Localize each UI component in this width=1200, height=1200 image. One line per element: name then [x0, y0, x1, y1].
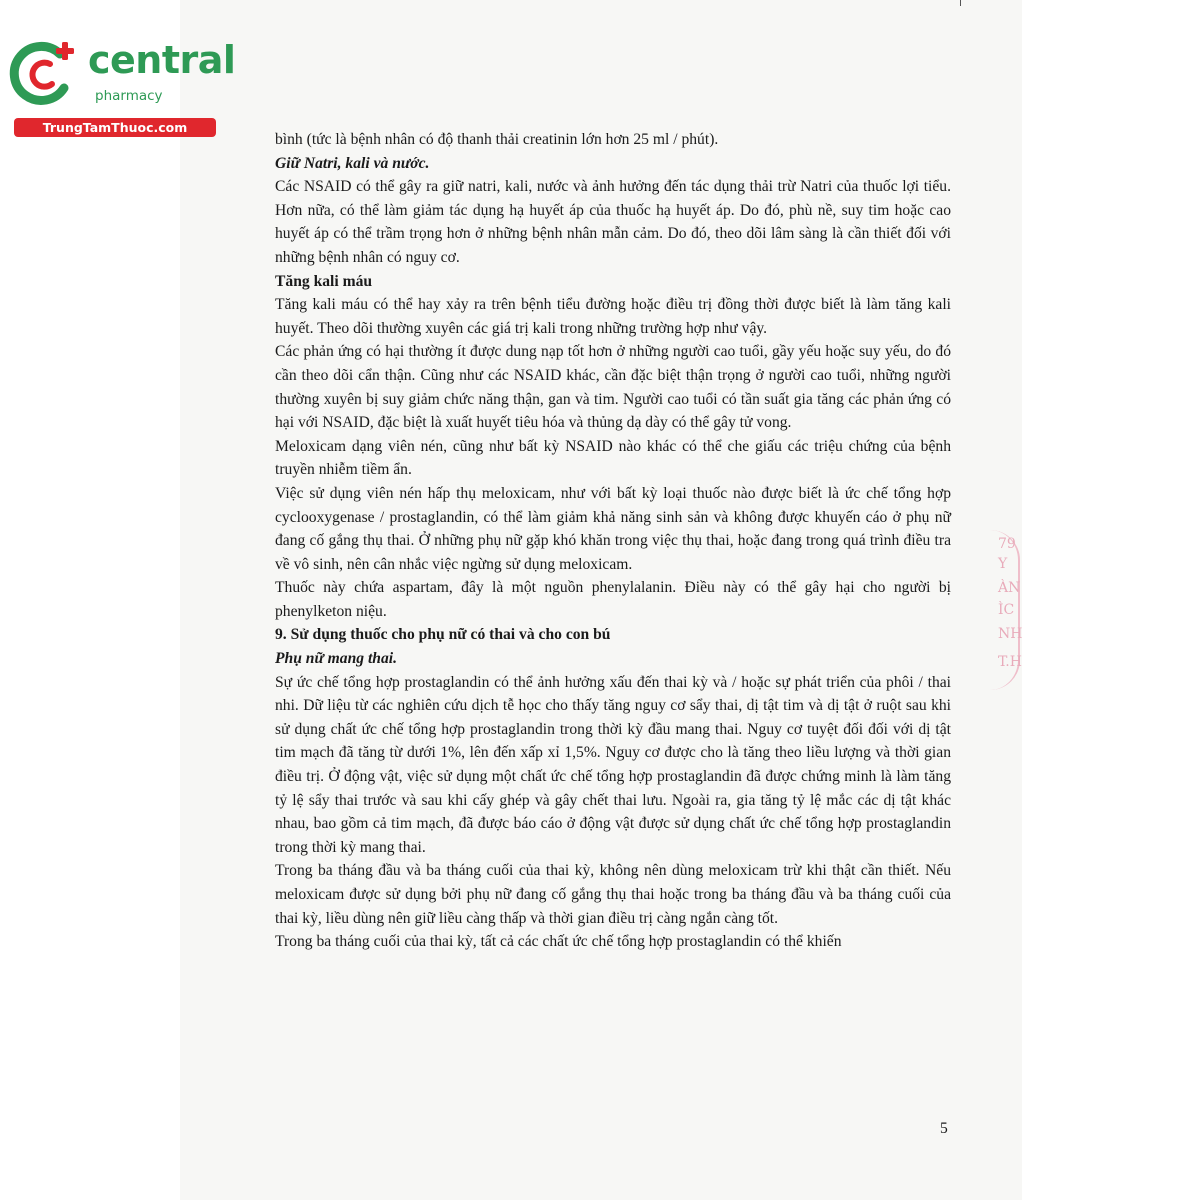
- scan-mark: [960, 0, 961, 6]
- paragraph: Các phản ứng có hại thường ít được dung nạp tốt hơn ở những người cao tuổi, gầy yếu hoặc suy yếu, do đó cần theo dõi cẩn thận. Cũng như các NSAID khác, cần đặc biệt thận trọng ở người cao tuổi, những người thường xuyên bị suy giảm chức năng thận, gan và tim. Người cao tuổi có tần suất gia tăng các phản ứng có hại với NSAID, đặc biệt là xuất huyết tiêu hóa và thủng dạ dày có thể gây tử vong.: [275, 343, 951, 432]
- paragraph: Việc sử dụng viên nén hấp thụ meloxicam, như với bất kỳ loại thuốc nào được biết là ức chế tổng hợp cyclooxygenase / prostaglandin, có thể làm giảm khả năng sinh sản và không được khuyến cáo ở phụ nữ đang cố gắng thụ thai. Ở những phụ nữ gặp khó khăn trong việc thụ thai, hoặc đang trong quá trình điều tra về vô sinh, nên cân nhắc việc ngừng sử dụng meloxicam.: [275, 484, 951, 573]
- section-heading: Tăng kali máu: [275, 272, 373, 290]
- section-heading: 9. Sử dụng thuốc cho phụ nữ có thai và cho con bú: [275, 626, 611, 644]
- paragraph: Meloxicam dạng viên nén, cũng như bất kỳ NSAID nào khác có thể che giấu các triệu chứng của bệnh truyền nhiễm tiềm ẩn.: [275, 437, 951, 479]
- stamp-text-line: 79: [998, 536, 1016, 552]
- brand-tagline: pharmacy: [95, 88, 163, 104]
- paragraph: Trong ba tháng đầu và ba tháng cuối của thai kỳ, không nên dùng meloxicam trừ khi thật cần thiết. Nếu meloxicam được sử dụng bởi phụ nữ đang cố gắng thụ thai hoặc trong ba tháng đầu và ba tháng cuối của thai kỳ, liều dùng nên giữ liều càng thấp và thời gian điều trị càng ngắn càng tốt.: [275, 862, 951, 927]
- stamp-text-line: ÀN: [998, 580, 1021, 596]
- official-stamp: [990, 530, 1036, 690]
- section-heading: Phụ nữ mang thai.: [275, 650, 398, 668]
- page-number: 5: [940, 1120, 948, 1137]
- paragraph: Các NSAID có thể gây ra giữ natri, kali, nước và ảnh hưởng đến tác dụng thải trừ Natri của thuốc lợi tiểu. Hơn nữa, có thể làm giảm tác dụng hạ huyết áp của thuốc hạ huyết áp. Do đó, phù nề, suy tim hoặc cao huyết áp có thể trầm trọng hơn ở những bệnh nhân mẫn cảm. Do đó, theo dõi lâm sàng là cần thiết đối với những bệnh nhân có nguy cơ.: [275, 178, 951, 266]
- paragraph: Trong ba tháng cuối của thai kỳ, tất cả các chất ức chế tổng hợp prostaglandin có thể khiến: [275, 933, 842, 951]
- paragraph: Thuốc này chứa aspartam, đây là một nguồn phenylalanin. Điều này có thể gây hại cho người bị phenylketon niệu.: [275, 579, 951, 620]
- brand-name: central: [88, 38, 236, 82]
- stamp-text-line: Y: [998, 556, 1008, 572]
- stamp-text-line: NH: [998, 626, 1023, 642]
- website-link[interactable]: TrungTamThuoc.com: [14, 118, 216, 137]
- stamp-text-line: T.H: [998, 654, 1022, 670]
- paragraph: bình (tức là bệnh nhân có độ thanh thải creatinin lớn hơn 25 ml / phút).: [275, 131, 719, 148]
- pharmacy-logo: [8, 34, 236, 138]
- paragraph: Tăng kali máu có thể hay xảy ra trên bệnh tiểu đường hoặc điều trị đồng thời được biết là làm tăng kali huyết. Theo dõi thường xuyên các giá trị kali trong những trường hợp như vậy.: [275, 296, 951, 337]
- stamp-text-line: ÌC: [998, 602, 1015, 618]
- central-pharmacy-logo-icon: [8, 38, 82, 112]
- section-heading: Giữ Natri, kali và nước.: [275, 154, 430, 172]
- paragraph: Sự ức chế tổng hợp prostaglandin có thể ảnh hưởng xấu đến thai kỳ và / hoặc sự phát triển của phôi / thai nhi. Dữ liệu từ các nghiên cứu dịch tễ học cho thấy tăng nguy cơ sẩy thai, dị tật tim và dị tật ở ruột sau khi sử dụng chất ức chế tổng hợp prostaglandin trong thời kỳ đầu mang thai. Nguy cơ tuyệt đối đối với dị tật tim mạch đã tăng từ dưới 1%, lên đến xấp xỉ 1,5%. Nguy cơ được cho là tăng theo liều lượng và thời gian điều trị. Ở động vật, việc sử dụng một chất ức chế tổng hợp prostaglandin đã được chứng minh là làm tăng tỷ lệ sẩy thai trước và sau khi cấy ghép và gây chết thai lưu. Ngoài ra, gia tăng tỷ lệ mắc các dị tật khác nhau, bao gồm cả tim mạch, đã được báo cáo ở động vật được sử dụng chất ức chế tổng hợp prostaglandin trong thời kỳ mang thai.: [275, 673, 951, 856]
- document-body: [275, 128, 951, 954]
